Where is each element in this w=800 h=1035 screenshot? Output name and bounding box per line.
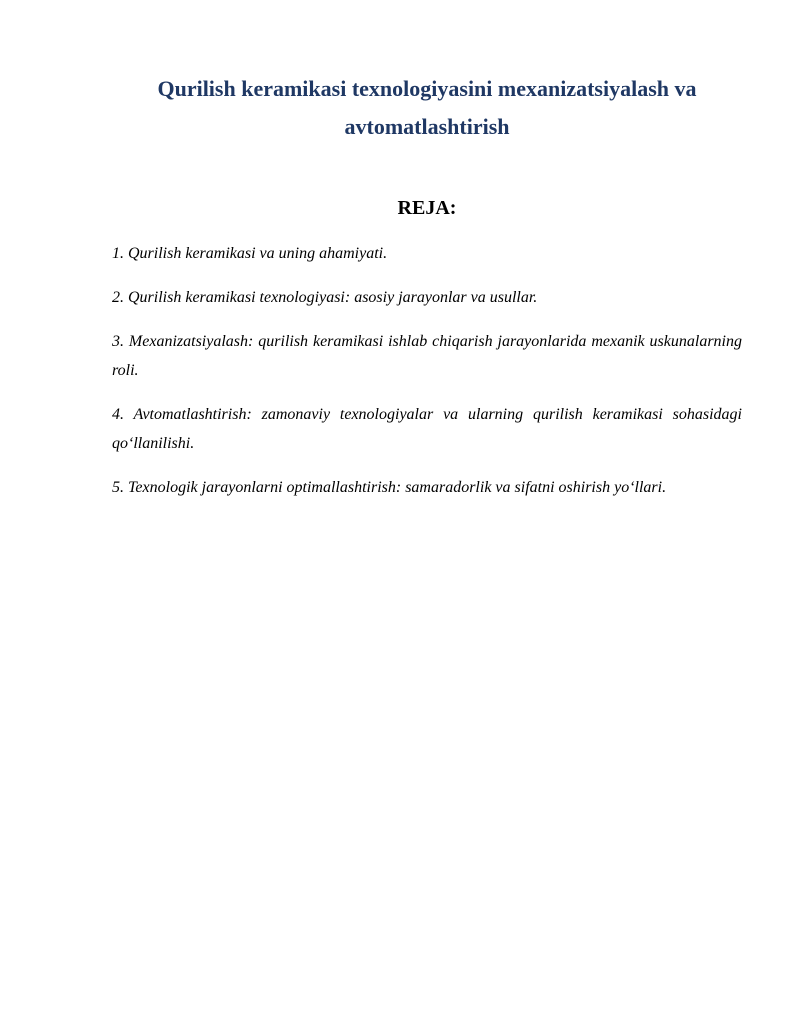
plan-item-4: 4. Avtomatlashtirish: zamonaviy texnologiyalar va ularning qurilish keramikasi sohasidagi qo‘llanilishi. [112, 406, 742, 452]
plan-heading: REJA: [397, 197, 457, 219]
plan-item-1: 1. Qurilish keramikasi va uning ahamiyati. [112, 245, 388, 262]
document-title [110, 70, 744, 146]
plan-item-2: 2. Qurilish keramikasi texnologiyasi: asosiy jarayonlar va usullar. [112, 289, 538, 306]
plan-item-5: 5. Texnologik jarayonlarni optimallashtirish: samaradorlik va sifatni oshirish yo‘llari. [112, 479, 667, 496]
title-line-2: avtomatlashtirish [344, 114, 510, 139]
plan-list [112, 239, 742, 517]
title-line-1: Qurilish keramikasi texnologiyasini mexanizatsiyalash va [157, 76, 697, 101]
plan-item-3: 3. Mexanizatsiyalash: qurilish keramikasi ishlab chiqarish jarayonlarida mexanik uskunalarning roli. [112, 333, 742, 379]
